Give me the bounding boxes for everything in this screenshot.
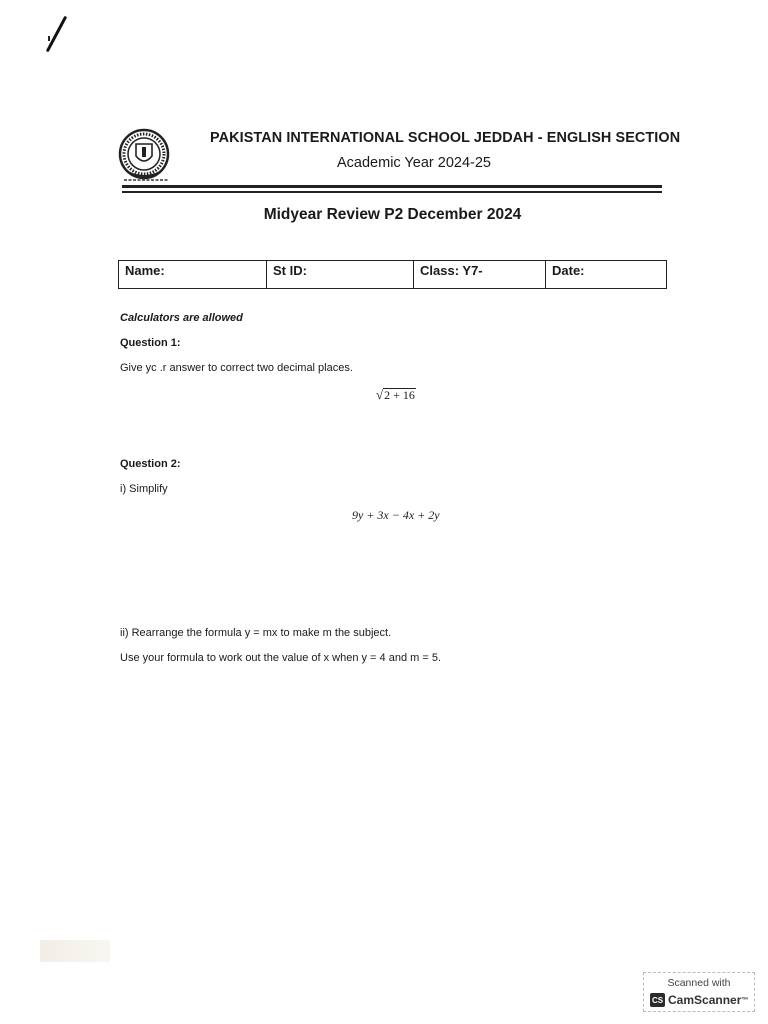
- scan-shadow: [40, 940, 110, 962]
- name-cell: Name:: [119, 261, 267, 288]
- school-name: PAKISTAN INTERNATIONAL SCHOOL JEDDAH - ENGLISH SECTION: [210, 130, 681, 146]
- student-id-cell: St ID:: [267, 261, 414, 288]
- question-2-expression: 9y + 3x − 4x + 2y: [352, 508, 440, 522]
- class-cell: Class: Y7-: [414, 261, 546, 288]
- exam-title: Midyear Review P2 December 2024: [263, 206, 522, 223]
- handwritten-mark: [48, 36, 50, 41]
- radicand: 2 + 16: [384, 388, 415, 402]
- question-1-heading: Question 1:: [120, 337, 181, 349]
- date-cell: Date:: [552, 263, 585, 278]
- school-crest-icon: [116, 128, 172, 184]
- student-info-table: [118, 260, 667, 289]
- camscanner-name: CamScanner: [668, 993, 742, 1007]
- calculator-note: Calculators are allowed: [120, 312, 243, 324]
- camscanner-brand: [650, 993, 748, 1007]
- question-2-heading: Question 2:: [120, 458, 181, 470]
- handwritten-tick-icon: [46, 16, 67, 53]
- header-divider-secondary: [122, 191, 662, 193]
- camscanner-logo-icon: CS: [650, 993, 665, 1007]
- square-root-icon: √: [376, 387, 384, 402]
- scanned-with-label: Scanned with: [667, 977, 731, 989]
- academic-year: Academic Year 2024-25: [337, 155, 491, 171]
- trademark: ™: [741, 996, 749, 1004]
- question-1-expression: [376, 388, 416, 403]
- question-2-part-1: i) Simplify: [120, 483, 168, 495]
- crest-motto-icon: [122, 177, 170, 183]
- header-divider: [122, 185, 662, 188]
- question-1-text: Give yc .r answer to correct two decimal places.: [120, 362, 353, 374]
- question-2-part-2: ii) Rearrange the formula y = mx to make m the subject.: [120, 627, 392, 639]
- question-2-part-2-followup: Use your formula to work out the value of x when y = 4 and m = 5.: [120, 652, 441, 664]
- camscanner-badge: [643, 972, 755, 1012]
